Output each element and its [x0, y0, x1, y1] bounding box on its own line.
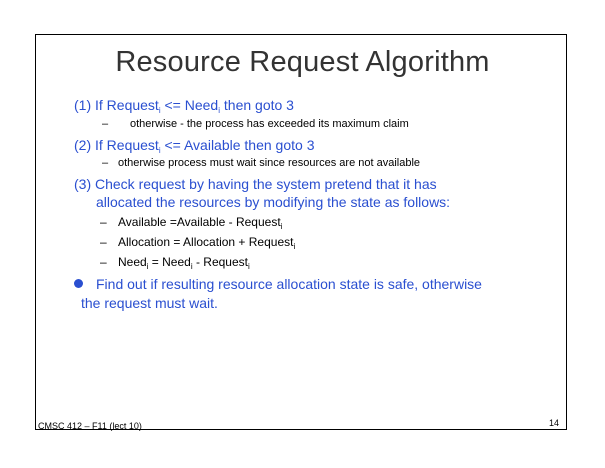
step-1-sub-2: i: [218, 106, 220, 115]
step-2: [74, 137, 314, 153]
dash-icon: –: [100, 235, 107, 249]
step-1-note-text: otherwise - the process has exceeded its maximum claim: [130, 118, 409, 130]
subitem-tail: = Need: [148, 255, 191, 269]
slide-title: Resource Request Algorithm: [115, 46, 490, 78]
subitem-sub-2: i: [190, 262, 193, 271]
step-1-sub-1: i: [158, 106, 161, 115]
footer-page-number: 14: [549, 418, 560, 428]
step-1-mid: <= Need: [160, 97, 219, 113]
final-bullet-line-1: Find out if resulting resource allocation state is safe, otherwise: [96, 276, 482, 292]
dash-icon: –: [100, 255, 107, 269]
step-2-pre: (2) If Request: [74, 137, 159, 153]
subitem-tail-2: - Request: [192, 255, 248, 269]
step-1-post: then goto 3: [220, 97, 294, 113]
subitem-sub: i: [280, 222, 283, 231]
step-2-note-text: otherwise process must wait since resources are not available: [118, 157, 421, 169]
step-2-sub-1: i: [158, 146, 161, 155]
dash-icon: –: [100, 215, 107, 229]
dash-icon: –: [102, 157, 109, 169]
subitem-sub: i: [146, 262, 149, 271]
bullet-icon: [74, 279, 83, 288]
step-2-note: [102, 157, 420, 169]
subitem-text: Need: [118, 255, 147, 269]
step-3-line-2: allocated the resources by modifying the state as follows:: [96, 194, 451, 210]
step-3-subitem-need: [100, 255, 250, 269]
step-1-note: [102, 118, 409, 130]
final-bullet-line-2: the request must wait.: [81, 295, 218, 311]
slide-frame: [35, 34, 567, 430]
step-3-subitem-available: [100, 215, 282, 229]
subitem-sub: i: [293, 242, 296, 251]
step-1: [74, 97, 294, 113]
step-2-post: <= Available then goto 3: [160, 137, 315, 153]
dash-icon: –: [102, 118, 109, 130]
subitem-sub-3: i: [247, 262, 250, 271]
step-3-subitem-allocation: [100, 235, 295, 249]
subitem-text: Available =Available - Request: [118, 215, 281, 229]
subitem-text: Allocation = Allocation + Request: [118, 235, 294, 249]
step-3-line-1: (3) Check request by having the system pretend that it has: [74, 176, 437, 192]
footer-course: CMSC 412 – F11 (lect 10): [38, 421, 142, 431]
step-1-pre: (1) If Request: [74, 97, 159, 113]
